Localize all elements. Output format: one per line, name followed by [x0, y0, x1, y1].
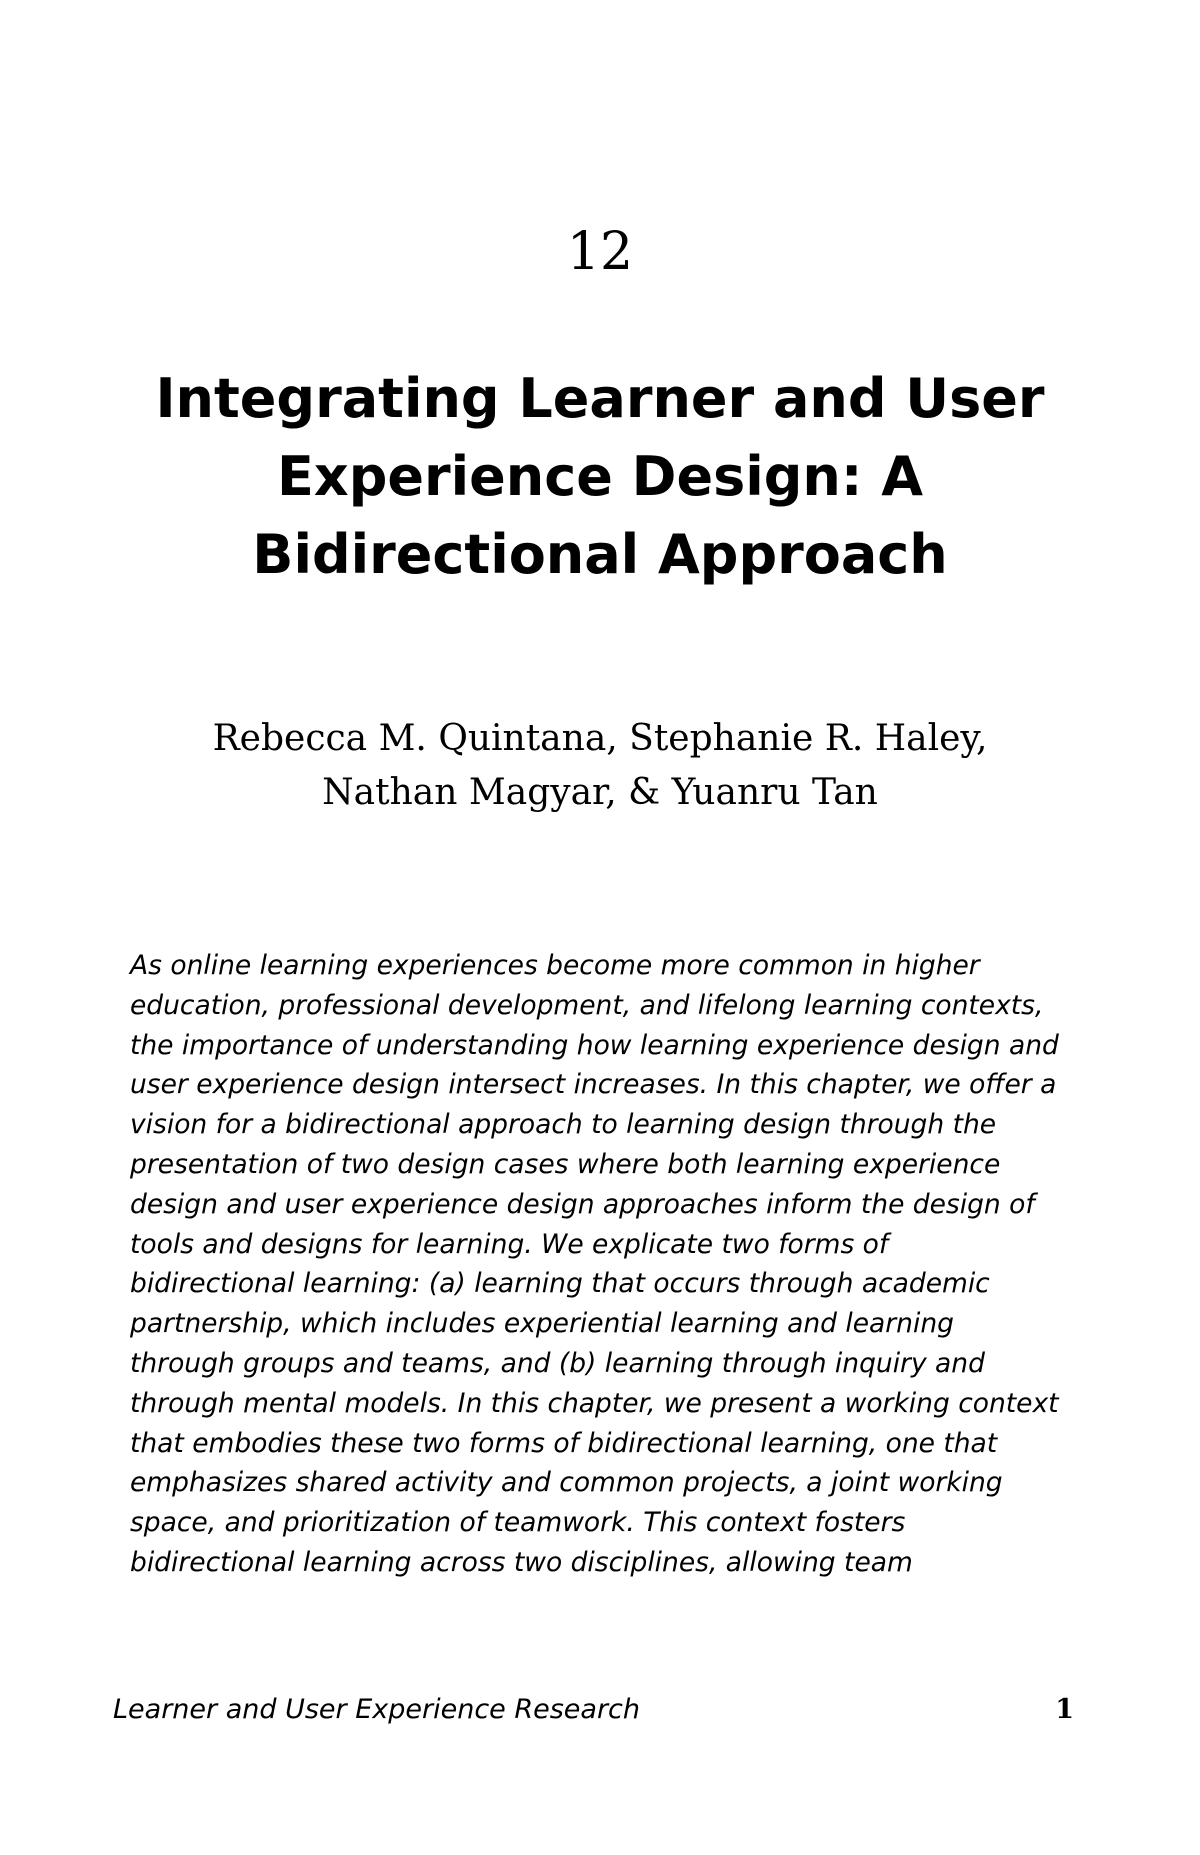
authors-line-1: Rebecca M. Quintana, Stephanie R. Haley,	[212, 718, 988, 759]
chapter-number: 12	[566, 222, 634, 282]
chapter-authors	[100, 712, 1100, 820]
page-number: 1	[1055, 1694, 1074, 1725]
footer-book-title: Learner and User Experience Research	[113, 1694, 641, 1725]
chapter-title: Integrating Learner and User Experience Design: A Bidirectional Approach	[155, 367, 1045, 586]
chapter-abstract: As online learning experiences become more common in higher education, professional development, and lifelong learning contexts, the importance of understanding how learning experience design and user experience design intersect increases. In this chapter, we offer a vision for a bidirectional approach to learning design through the presentation of two design cases where both learning experience design and user experience design approaches inform the design of tools and designs for learning. We explicate two forms of bidirectional learning: (a) learning that occurs through academic partnership, which includes experiential learning and learning through groups and teams, and (b) learning through inquiry and through mental models. In this chapter, we present a working context that embodies these two forms of bidirectional learning, one that emphasizes shared activity and common projects, a joint working space, and prioritization of teamwork. This context fosters bidirectional learning across two disciplines, allowing team	[130, 950, 1059, 1578]
authors-line-2: Nathan Magyar, & Yuanru Tan	[322, 772, 878, 813]
